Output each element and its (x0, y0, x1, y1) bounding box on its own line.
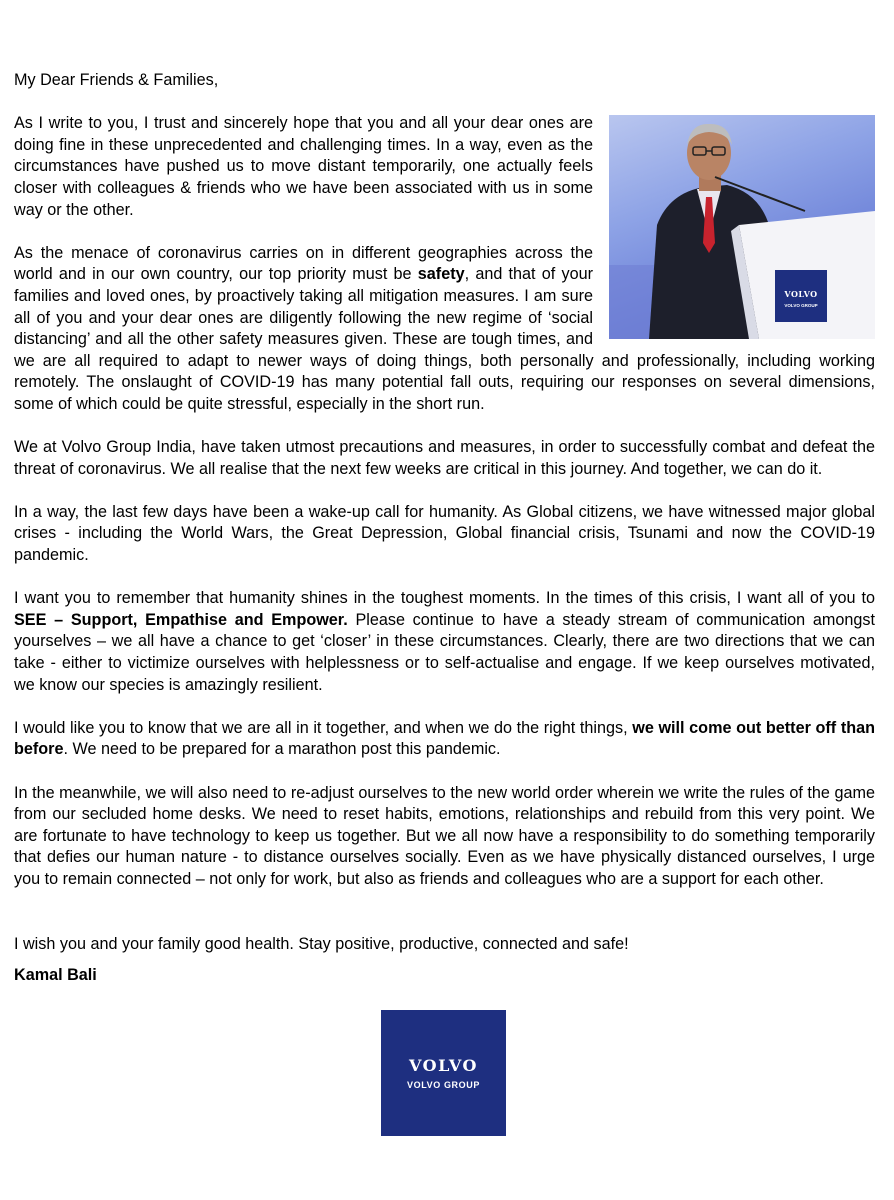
paragraph-2-text-b: , and that of your families and loved ones, by proactively taking all mitigation measures. I am sure all of you and your dear ones are diligently following the new regime of ‘social distancing’ and all the other safety measures given. These are tough times, and we are all required to adapt to newer ways of doing things, both personally and professionally, including working remotely. The onslaught of COVID-19 has many potential fall outs, requiring our responses on several dimensions, some of which could be quite stressful, especially in the short run. (14, 265, 875, 413)
closing-line: I wish you and your family good health. Stay positive, productive, connected and safe! (14, 934, 629, 953)
paragraph-5-text-a: I want you to remember that humanity shines in the toughest moments. In the times of this crisis, I want all of you to (14, 589, 875, 608)
paragraph-6-text-a: I would like you to know that we are all in it together, and when we do the right things, (14, 718, 633, 737)
podium-logo-word: VOLVO (784, 289, 818, 300)
greeting: My Dear Friends & Families, (14, 71, 219, 89)
paragraph-6 (14, 718, 875, 761)
paragraph-5-bold: SEE – Support, Empathise and Empower. (14, 610, 348, 629)
speaker-photo-illustration (609, 115, 875, 339)
paragraph-6-bold: we will come out better off than before (14, 718, 875, 759)
logo-word: VOLVO (409, 1056, 478, 1075)
paragraph-4: In a way, the last few days have been a wake-up call for humanity. As Global citizens, we have witnessed major global crises - including the World Wars, the Great Depression, Global financial crisis, Tsunami and now the COVID-19 pandemic. (14, 502, 875, 565)
paragraph-3: We at Volvo Group India, have taken utmost precautions and measures, in order to successfully combat and defeat the threat of coronavirus. We all realise that the next few weeks are critical in this journey. And together, we can do it. (14, 438, 875, 478)
letter-body (14, 70, 875, 1008)
paragraph-2-text-a: As the menace of coronavirus carries on in different geographies across the world and in our own country, our top priority must be (14, 243, 593, 284)
paragraph-2-bold: safety (417, 265, 465, 284)
paragraph-6-text-b: . We need to be prepared for a marathon post this pandemic. (63, 740, 501, 759)
logo-subtitle: VOLVO GROUP (407, 1080, 480, 1090)
paragraph-7: In the meanwhile, we will also need to re-adjust ourselves to the new world order wherein we write the rules of the game from our secluded home desks. We need to reset habits, emotions, relationships and rebuild from this very point. We are fortunate to have technology to keep us together. But we all now have a responsibility to do something temporarily that defies our human nature - to distance ourselves socially. Even as we have physically distanced ourselves, I urge you to remain connected – not only for work, but also as friends and colleagues who are a support for each other. (14, 783, 875, 888)
podium-logo-sub: VOLVO GROUP (784, 303, 818, 309)
paragraph-1: As I write to you, I trust and sincerely hope that you and all your dear ones are doing fine in these unprecedented and challenging times. In a way, even as the circumstances have pushed us to move distant temporarily, one actually feels closer with colleagues & friends who we have been associated with us in some way or the other. (14, 114, 593, 219)
paragraph-5-text-b: Please continue to have a steady stream of communication amongst yourselves – we all have a chance to get ‘closer’ in these circumstances. Clearly, there are two directions that we can take - either to victimize ourselves with helplessness or to self-actualise and engage. If we keep ourselves motivated, we know our species is amazingly resilient. (14, 610, 875, 694)
signature: Kamal Bali (14, 966, 97, 985)
volvo-group-logo (381, 1010, 506, 1136)
paragraph-5 (14, 588, 875, 696)
speaker-photo (609, 115, 875, 339)
